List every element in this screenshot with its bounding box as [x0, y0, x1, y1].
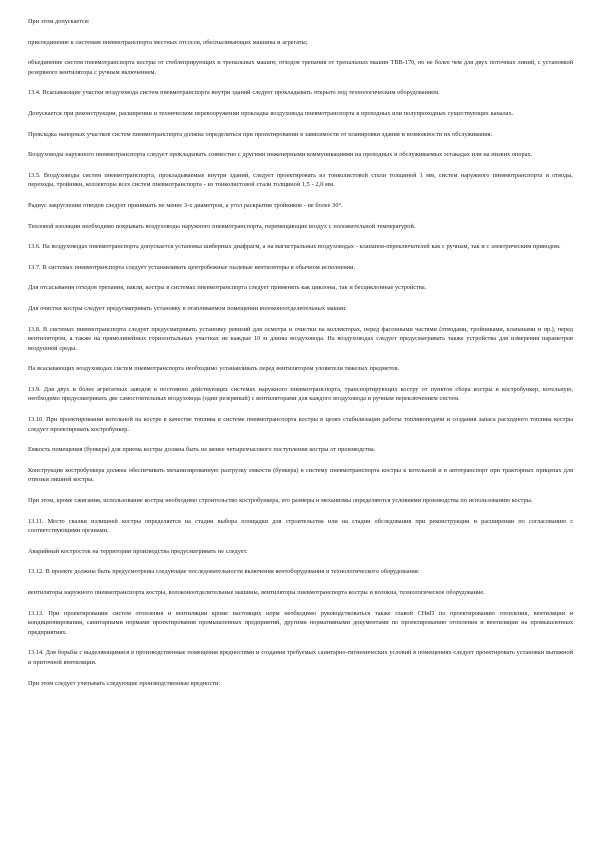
paragraph-3: объединение систем пневмотранспорта костры от стеблеприрующих и трепальных машин; отходов трепания от трепальных машин ТВВ-170, но не более чем для двух поточных линий, с установкой резервного вентилятора с ручным включением. [28, 59, 573, 76]
paragraph-4: 13.4. Всасывающие участки воздуховода систем пневмотранспорта внутри зданий следует прокладывать открыто под технологическим оборудованием. [28, 89, 440, 97]
paragraph-9: Радиус закругления отводов следует принимать не менее 3-х диаметров, а угол раскрытия тройников - не более 30°. [28, 201, 343, 209]
paragraph-21: При этом, кроме сжигания, использование костры необходимо строительство костробункера, его размеры и механизмы определяются условиями производства по использованию костры. [28, 497, 533, 505]
paragraph-20: Конструкция костробункера должна обеспечивать механизированную разгрузку емкости (бункера) в систему пневмотранспорта костры к котельной и в автотранспорт при тракторных прицепах для отвозки лишней костры. [28, 466, 573, 484]
paragraph-7: Воздуховоды наружного пневмотранспорта следует прокладывать совместно с другими инженерными коммуникациями на проходных и обслуживаемых эстакадах или на низких опорах. [28, 151, 533, 159]
paragraph-14: Для очистки костры следует предусматривать установку в отапливаемом помещении волоконоотделительных машин. [28, 304, 347, 312]
paragraph-1: При этом допускается: [28, 18, 90, 25]
paragraph-10: Тепловой изоляции необходимо покрывать воздуховоды наружного пневмотранспорта, перемещающие воздух с положительной температурой. [28, 222, 416, 230]
paragraph-23: Аварийный костросток на территории производства предусматривать не следует. [28, 547, 248, 555]
paragraph-5: Допускается при реконструкции, расширении и техническом перевооружении прокладка воздуховода пневмотранспорта в проходных или полупроходных существующих каналах. [28, 109, 514, 117]
paragraph-17: 13.9. Для двух и более агрегатных заводов в постоянно действующих системах наружного пневмотранспорта, транспортирующих костру от пунктов сбора костры в костробункер, котельную, необходимо предусматривать две самостоятельных воздуховода (один резервный) с вентиляторами для каждого воздуховода и ручным переключением систем. [28, 385, 573, 403]
paragraph-19: Емкость помещения (бункера) для приема костры должна быть не менее четырехчасового поступления костры от производства. [28, 446, 376, 454]
paragraph-24: 13.12. В проекте должны быть предусмотрены следующие последовательности включения вентоборудования и технологического оборудования: [28, 568, 420, 576]
paragraph-18: 13.10. При проектировании котельной на костре в качестве топлива в системе пневмотранспорта костры в целях стабилизации работы топливоподачи и создания запаса расходного топлива костры следует проектировать костробункер. [28, 416, 573, 433]
paragraph-22: 13.11. Место свалки излишней костры определяется на стадии выбора площадки для строительства или на стадии обследования при реконструкции и расширении по согласованию с соответствующими органами. [28, 517, 573, 535]
paragraph-27: 13.14. Для борьбы с выделяющимися в производственные помещения вредностями и создания требуемых санитарно-гигиенических условий в помещениях следует проектировать установки вытяжной и приточной вентиляции. [28, 649, 573, 666]
paragraph-12: 13.7. В системах пневмотранспорта следует устанавливать центробежные пылевые вентиляторы в обычном исполнении. [28, 263, 356, 271]
paragraph-15: 13.8. В системах пневмотранспорта следует предусматривать установку ревизий для осмотра и очистки на коллекторах, перед фасонными частями (отводами, тройниками, клапанами и пр.), перед вентилятором, а также на прямолинейных горизонтальных участках не каждые 10 м длины воздуховода. На воздуховодах следует предусматривать также устройства для измерения параметров воздушной среды. [28, 325, 573, 352]
paragraph-13: Для отсасывания отходов трепания, пакли, костры в системах пневмотранспорта следует применять как циклоны, так и бесциклонные устройства. [28, 284, 427, 292]
paragraph-16: На всасывающих воздуховодах систем пневмотранспорта необходимо устанавливать перед вентилятором уловители тяжелых предметов. [28, 365, 400, 373]
paragraph-25: вентиляторы наружного пневмотранспорта костры, волоконоотделительные машины, вентиляторы пневмотранспорта костры и волокна, технологическое оборудование. [28, 589, 485, 596]
paragraph-8: 13.5. Воздуховоды систем пневмотранспорта, прокладываемые внутри зданий, следует проектировать из тонколистовой стали толщиной 1 мм, систем наружного пневмотранспорта и отводы, переходы, тройники, коллекторы всех систем пневмотранспорта - из тонколистовой стали толщиной 1,5 - 2,0 мм. [28, 171, 573, 189]
paragraph-28: При этом следует учитывать следующие производственные вредности: [28, 679, 221, 687]
paragraph-6: Прокладка напорных участков систем пневмотранспорта должна определяться при проектировании в зависимости от планировки здания и возможности их обслуживания. [28, 130, 493, 138]
paragraph-11: 13.6. На воздуховодах пневмотранспорта допускается установка шиберных диафрагм, а на магистральных воздуховодах - клапанов-переключателей как с ручным, так и с электрическим приводом. [28, 243, 561, 251]
paragraph-2: присоединение к системам пневмотранспорта местных отсосов, обеспыливающих машины и агрегаты; [28, 38, 308, 46]
paragraph-26: 13.13. При проектировании систем отопления и вентиляции кроме настоящих норм необходимо руководствоваться также главой СНиП по проектированию отопления, вентиляции и кондиционирования, санитарными нормами проектирования промышленных предприятий, другими нормативными документами по проектированию отопления и вентиляции на промышленных предприятиях. [28, 609, 573, 636]
